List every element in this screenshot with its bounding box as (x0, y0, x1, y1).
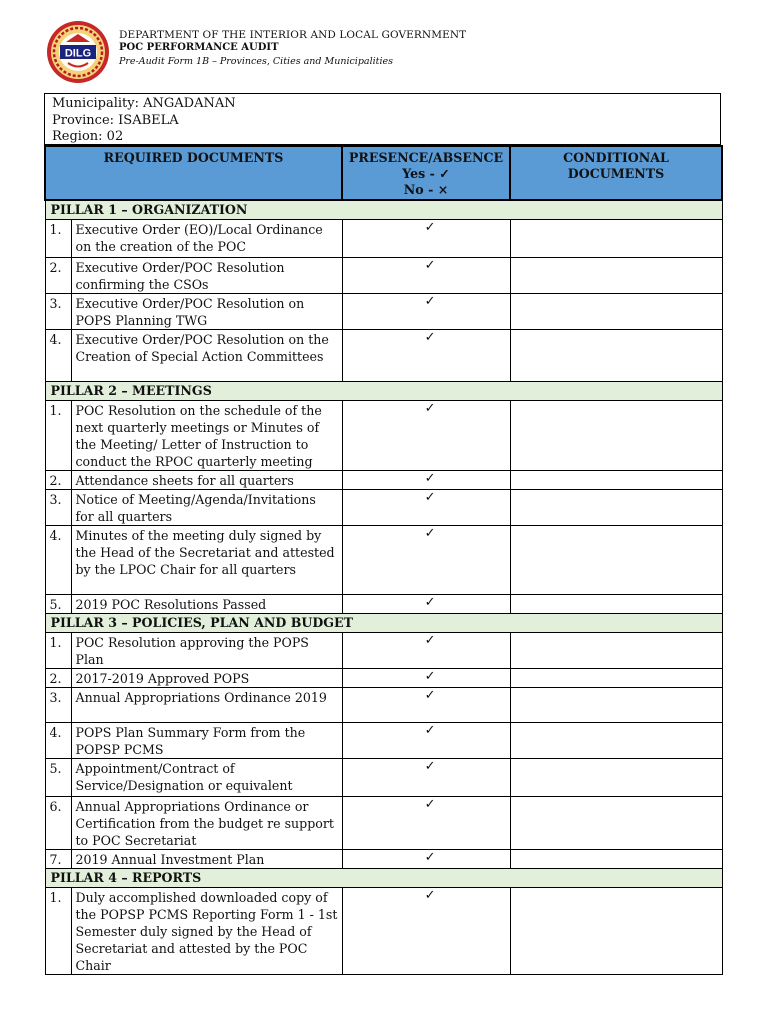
presence-absence-header (342, 146, 510, 200)
conditional-cell (510, 797, 722, 850)
dilg-seal-icon (46, 20, 110, 84)
conditional-cell (510, 759, 722, 797)
table-row (45, 633, 722, 669)
row-number: 1. (45, 220, 71, 258)
table-row (45, 797, 722, 850)
table-row (45, 526, 722, 595)
form-name: Pre-Audit Form 1B – Provinces, Cities and Municipalities (119, 56, 394, 67)
row-number: 4. (45, 723, 71, 759)
presence-checkmark: ✓ (342, 759, 510, 797)
conditional-cell (510, 888, 722, 975)
municipality-label: Municipality: ANGADANAN (52, 96, 236, 111)
table-body (45, 200, 722, 975)
region-label: Region: 02 (52, 129, 124, 144)
pillar-title: PILLAR 3 – POLICIES, PLAN AND BUDGET (45, 614, 722, 633)
conditional-cell (510, 490, 722, 526)
requirements-table (44, 145, 723, 975)
document-name: Executive Order (EO)/Local Ordinance on the creation of the POC (71, 220, 342, 258)
document-name: POC Resolution on the schedule of the next quarterly meetings or Minutes of the Meeting/ Letter of Instruction to conduct the RPOC quarterly meeting (71, 401, 342, 471)
row-number: 1. (45, 401, 71, 471)
conditional-cell (510, 294, 722, 330)
required-documents-header: REQUIRED DOCUMENTS (45, 146, 342, 200)
conditional-documents-header (510, 146, 722, 200)
document-name: Attendance sheets for all quarters (71, 471, 342, 490)
presence-checkmark: ✓ (342, 294, 510, 330)
lgu-info-box (44, 93, 721, 145)
table-row (45, 850, 722, 869)
presence-checkmark: ✓ (342, 633, 510, 669)
document-name: 2019 POC Resolutions Passed (71, 595, 342, 614)
table-row (45, 401, 722, 471)
document-name: Appointment/Contract of Service/Designation or equivalent (71, 759, 342, 797)
row-number: 2. (45, 669, 71, 688)
document-name: Minutes of the meeting duly signed by the Head of the Secretariat and attested by the LPOC Chair for all quarters (71, 526, 342, 595)
table-row (45, 330, 722, 382)
presence-checkmark: ✓ (342, 526, 510, 595)
conditional-cell (510, 595, 722, 614)
conditional-cell (510, 850, 722, 869)
presence-checkmark: ✓ (342, 401, 510, 471)
document-name: Annual Appropriations Ordinance or Certification from the budget re support to POC Secretariat (71, 797, 342, 850)
row-number: 3. (45, 490, 71, 526)
pillar-title: PILLAR 2 – MEETINGS (45, 382, 722, 401)
row-number: 3. (45, 294, 71, 330)
pillar-row (45, 382, 722, 401)
row-number: 4. (45, 526, 71, 595)
table-row (45, 220, 722, 258)
presence-yes-legend: Yes - ✓ (402, 166, 450, 181)
agency-name: DEPARTMENT OF THE INTERIOR AND LOCAL GOVERNMENT (119, 29, 467, 41)
presence-checkmark: ✓ (342, 220, 510, 258)
document-name: 2017-2019 Approved POPS (71, 669, 342, 688)
table-row (45, 490, 722, 526)
presence-checkmark: ✓ (342, 850, 510, 869)
table-row (45, 294, 722, 330)
table-row (45, 888, 722, 975)
presence-checkmark: ✓ (342, 888, 510, 975)
pillar-row (45, 614, 722, 633)
document-name: POPS Plan Summary Form from the POPSP PCMS (71, 723, 342, 759)
row-number: 1. (45, 888, 71, 975)
pillar-title: PILLAR 1 – ORGANIZATION (45, 200, 722, 220)
presence-checkmark: ✓ (342, 723, 510, 759)
table-row (45, 595, 722, 614)
presence-checkmark: ✓ (342, 471, 510, 490)
document-name: Annual Appropriations Ordinance 2019 (71, 688, 342, 723)
row-number: 2. (45, 258, 71, 294)
table-header-row (45, 146, 722, 200)
province-label: Province: ISABELA (52, 112, 179, 128)
conditional-cell (510, 688, 722, 723)
presence-checkmark: ✓ (342, 669, 510, 688)
document-name: Notice of Meeting/Agenda/Invitations for all quarters (71, 490, 342, 526)
document-name: 2019 Annual Investment Plan (71, 850, 342, 869)
row-number: 4. (45, 330, 71, 382)
pillar-row (45, 869, 722, 888)
presence-checkmark: ✓ (342, 688, 510, 723)
conditional-cell (510, 526, 722, 595)
table-row (45, 471, 722, 490)
logo-text: DILG (64, 47, 92, 60)
presence-header-line: PRESENCE/ABSENCE (348, 150, 504, 165)
row-number: 1. (45, 633, 71, 669)
conditional-header-line: DOCUMENTS (567, 166, 665, 181)
document-header (46, 20, 726, 84)
row-number: 6. (45, 797, 71, 850)
presence-checkmark: ✓ (342, 258, 510, 294)
conditional-cell (510, 471, 722, 490)
presence-checkmark: ✓ (342, 595, 510, 614)
document-name: Executive Order/POC Resolution on POPS Planning TWG (71, 294, 342, 330)
conditional-header-line: CONDITIONAL (563, 150, 669, 165)
presence-no-legend: No - × (403, 182, 449, 197)
row-number: 2. (45, 471, 71, 490)
row-number: 3. (45, 688, 71, 723)
pillar-title: PILLAR 4 – REPORTS (45, 869, 722, 888)
row-number: 5. (45, 759, 71, 797)
document-name: POC Resolution approving the POPS Plan (71, 633, 342, 669)
conditional-cell (510, 330, 722, 382)
header-text (119, 28, 466, 70)
document-name: Executive Order/POC Resolution confirming the CSOs (71, 258, 342, 294)
table-row (45, 669, 722, 688)
conditional-cell (510, 220, 722, 258)
conditional-cell (510, 401, 722, 471)
table-row (45, 258, 722, 294)
conditional-cell (510, 669, 722, 688)
table-row (45, 688, 722, 723)
row-number: 7. (45, 850, 71, 869)
document-name: Duly accomplished downloaded copy of the POPSP PCMS Reporting Form 1 - 1st Semester duly signed by the Head of Secretariat and attested by the POC Chair (71, 888, 342, 975)
document-name: Executive Order/POC Resolution on the Creation of Special Action Committees (71, 330, 342, 382)
conditional-cell (510, 723, 722, 759)
row-number: 5. (45, 595, 71, 614)
pillar-row (45, 200, 722, 220)
conditional-cell (510, 258, 722, 294)
table-row (45, 723, 722, 759)
presence-checkmark: ✓ (342, 797, 510, 850)
presence-checkmark: ✓ (342, 490, 510, 526)
conditional-cell (510, 633, 722, 669)
presence-checkmark: ✓ (342, 330, 510, 382)
audit-title: POC PERFORMANCE AUDIT (119, 42, 279, 53)
table-row (45, 759, 722, 797)
